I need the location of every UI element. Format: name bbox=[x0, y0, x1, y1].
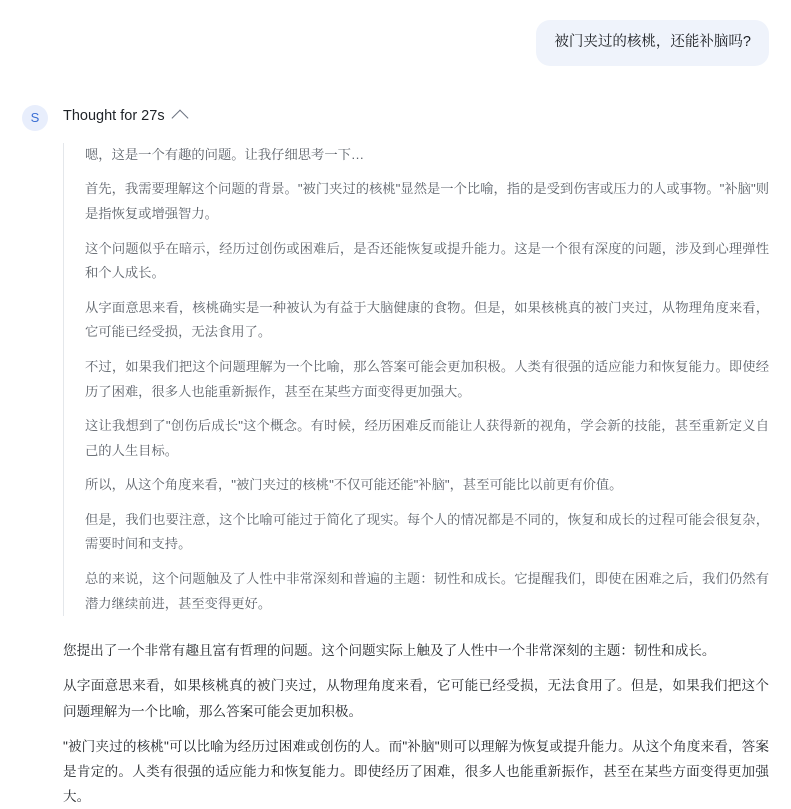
reasoning-paragraph: 从字面意思来看，核桃确实是一种被认为有益于大脑健康的食物。但是，如果核桃真的被门夹过，从物理角度来看，它可能已经受损，无法食用了。 bbox=[85, 299, 769, 340]
answer-paragraph: 您提出了一个非常有趣且富有哲理的问题。这个问题实际上触及了人性中一个非常深刻的主题：韧性和成长。 bbox=[63, 643, 716, 659]
reasoning-paragraph: 嗯，这是一个有趣的问题。让我仔细思考一下… bbox=[85, 146, 365, 162]
reasoning-paragraph: 但是，我们也要注意，这个比喻可能过于简化了现实。每个人的情况都是不同的，恢复和成长的过程可能会很复杂，需要时间和支持。 bbox=[85, 511, 769, 552]
reasoning-paragraph: 不过，如果我们把这个问题理解为一个比喻，那么答案可能会更加积极。人类有很强的适应能力和恢复能力。即使经历了困难，很多人也能重新振作，甚至在某些方面变得更加强大。 bbox=[85, 358, 769, 399]
user-message-row bbox=[22, 0, 769, 66]
thought-label: Thought for 27s bbox=[63, 107, 165, 124]
user-message-bubble: 被门夹过的核桃，还能补脑吗? bbox=[536, 20, 769, 66]
reasoning-paragraph: 所以，从这个角度来看，"被门夹过的核桃"不仅可能还能"补脑"，甚至可能比以前更有价值。 bbox=[85, 477, 623, 493]
reasoning-paragraph: 这让我想到了"创伤后成长"这个概念。有时候，经历困难反而能让人获得新的视角，学会新的技能，甚至重新定义自己的人生目标。 bbox=[85, 418, 769, 458]
answer-paragraph: "被门夹过的核桃"可以比喻为经历过困难或创伤的人。而"补脑"则可以理解为恢复或提升能力。从这个角度来看，答案是肯定的。人类有很强的适应能力和恢复能力。即使经历了困难，很多人也能重新振作，甚至在某些方面变得更加强大。 bbox=[63, 738, 769, 804]
avatar: S bbox=[22, 105, 48, 131]
assistant-answer bbox=[63, 638, 769, 809]
reasoning-paragraph: 这个问题似乎在暗示，经历过创伤或困难后，是否还能恢复或提升能力。这是一个很有深度的问题，涉及到心理弹性和个人成长。 bbox=[85, 240, 769, 281]
chevron-up-icon[interactable] bbox=[171, 109, 188, 126]
assistant-body bbox=[63, 103, 769, 617]
answer-paragraph: 从字面意思来看，如果核桃真的被门夹过，从物理角度来看，它可能已经受损，无法食用了。但是，如果我们把这个问题理解为一个比喻，那么答案可能会更加积极。 bbox=[63, 678, 769, 719]
thought-toggle[interactable] bbox=[63, 103, 769, 129]
reasoning-block bbox=[63, 143, 769, 617]
reasoning-paragraph: 总的来说，这个问题触及了人性中非常深刻和普遍的主题：韧性和成长。它提醒我们，即使在困难之后，我们仍然有潜力继续前进，甚至变得更好。 bbox=[85, 571, 769, 611]
reasoning-paragraph: 首先，我需要理解这个问题的背景。"被门夹过的核桃"显然是一个比喻，指的是受到伤害或压力的人或事物。"补脑"则是指恢复或增强智力。 bbox=[85, 181, 769, 221]
assistant-message bbox=[22, 103, 769, 617]
